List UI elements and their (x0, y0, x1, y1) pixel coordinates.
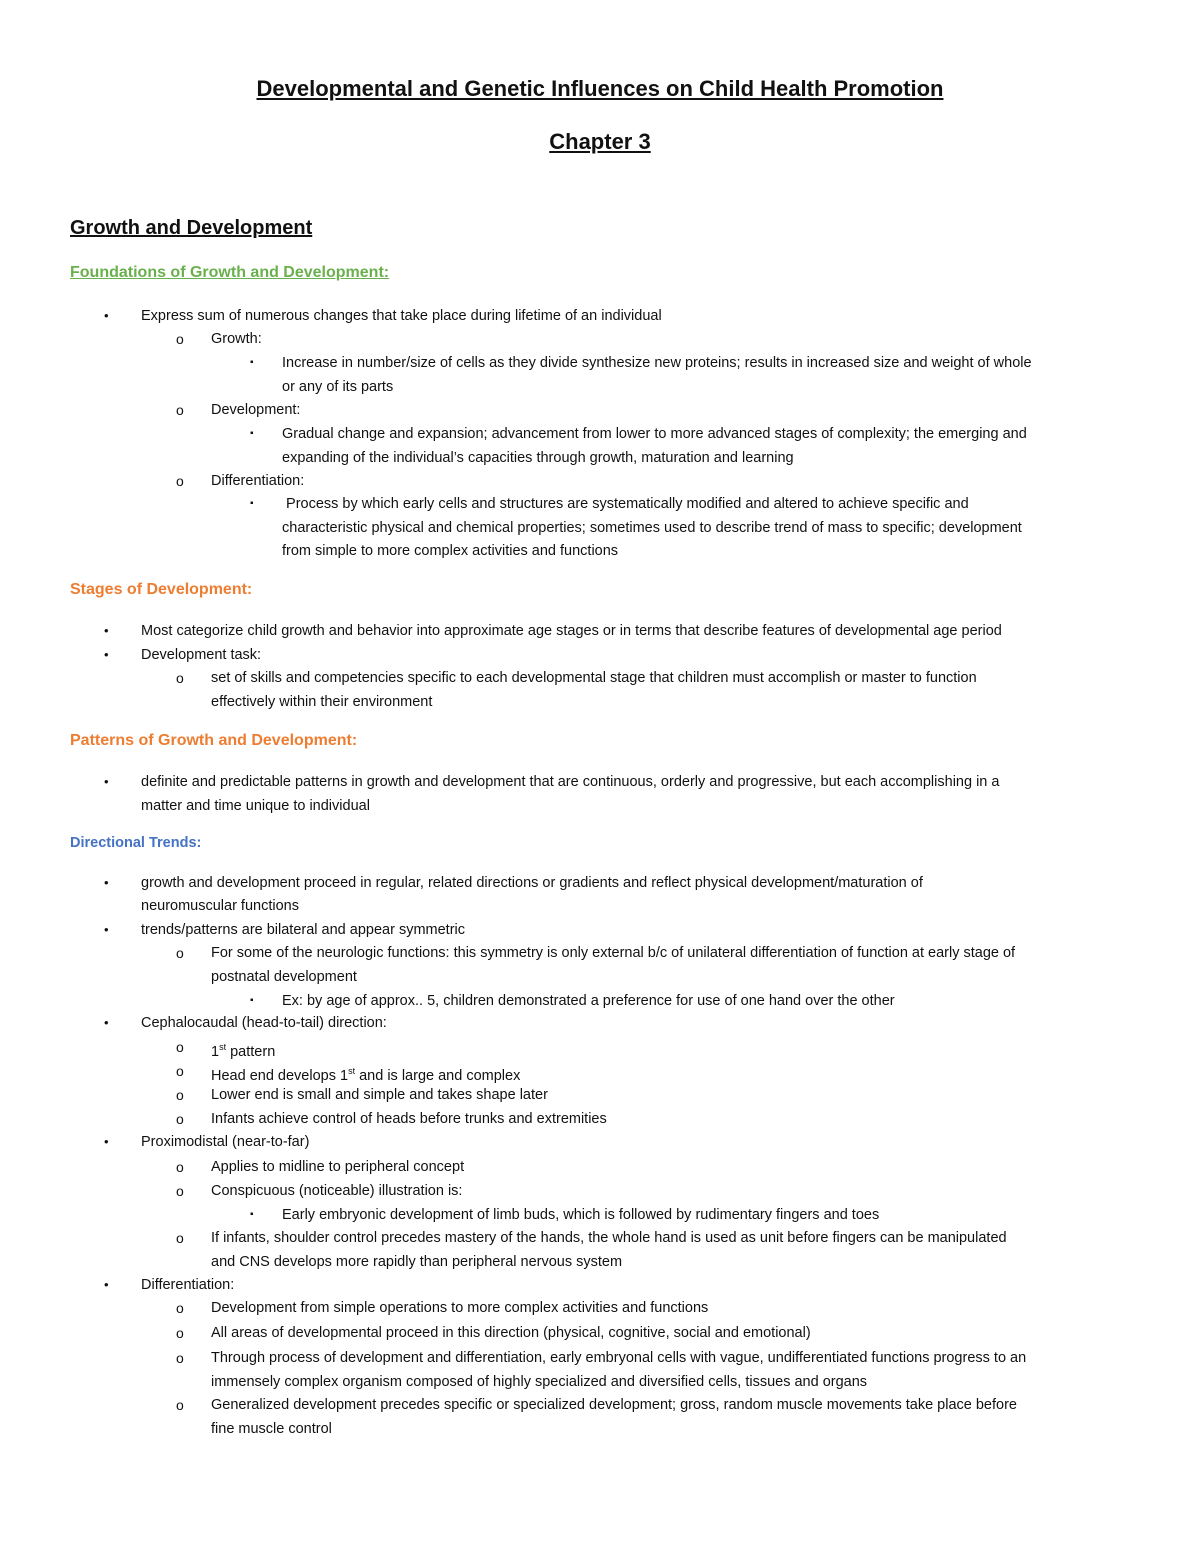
bullet-icon: • (104, 308, 109, 323)
document-title: Developmental and Genetic Influences on Child Health Promotion (256, 76, 944, 101)
list-item: Most categorize child growth and behavior into approximate age stages or in terms that describe features of developmental age period (141, 623, 1002, 639)
list-item-continuation: neuromuscular functions (141, 898, 299, 914)
circle-bullet-icon: o (176, 670, 184, 686)
circle-bullet-icon: o (176, 1350, 184, 1366)
bullet-icon: • (104, 1134, 109, 1149)
circle-bullet-icon: o (176, 473, 184, 489)
section-heading: Growth and Development (70, 217, 313, 239)
square-bullet-icon: ▪ (250, 1209, 254, 1220)
list-item-continuation: effectively within their environment (211, 694, 433, 710)
list-item: Development task: (141, 647, 262, 663)
list-item: Cephalocaudal (head-to-tail) direction: (141, 1015, 387, 1031)
list-item: trends/patterns are bilateral and appear symmetric (141, 922, 465, 938)
list-item: All areas of developmental proceed in this direction (physical, cognitive, social and emotional) (211, 1325, 811, 1341)
list-item-continuation: and CNS develops more rapidly than peripheral nervous system (211, 1254, 623, 1270)
list-item: Head end develops 1st and is large and complex (211, 1066, 521, 1084)
circle-bullet-icon: o (176, 331, 184, 347)
directional-trends-heading: Directional Trends: (70, 835, 202, 851)
list-item: growth and development proceed in regular, related directions or gradients and reflect physical development/maturation of (141, 875, 923, 891)
square-bullet-icon: ▪ (250, 428, 254, 439)
bullet-icon: • (104, 1277, 109, 1292)
bullet-icon: • (104, 922, 109, 937)
list-item-continuation: or any of its parts (282, 379, 394, 395)
list-item: set of skills and competencies specific to each developmental stage that children must accomplish or master to function (211, 670, 977, 686)
circle-bullet-icon: o (176, 1397, 184, 1413)
list-item: Lower end is small and simple and takes shape later (211, 1087, 548, 1103)
stages-heading: Stages of Development: (70, 581, 253, 598)
bullet-icon: • (104, 647, 109, 662)
list-item-continuation: matter and time unique to individual (141, 798, 370, 814)
list-item: Differentiation: (141, 1277, 235, 1293)
list-item: Process by which early cells and structures are systematically modified and altered to achieve specific and (282, 496, 969, 512)
bullet-icon: • (104, 774, 109, 789)
list-item-continuation: characteristic physical and chemical properties; sometimes used to describe trend of mass to specific; development (282, 520, 1022, 536)
list-item: Ex: by age of approx.. 5, children demonstrated a preference for use of one hand over the other (282, 993, 895, 1009)
bullet-icon: • (104, 875, 109, 890)
list-item: Infants achieve control of heads before trunks and extremities (211, 1111, 607, 1127)
circle-bullet-icon: o (176, 1111, 184, 1127)
circle-bullet-icon: o (176, 1300, 184, 1316)
circle-bullet-icon: o (176, 1325, 184, 1341)
list-item: Generalized development precedes specific or specialized development; gross, random muscle movements take place before (211, 1397, 1017, 1413)
list-item: Conspicuous (noticeable) illustration is: (211, 1183, 463, 1199)
list-item: Gradual change and expansion; advancement from lower to more advanced stages of complexity; the emerging and (282, 426, 1027, 442)
list-item-continuation: fine muscle control (211, 1421, 332, 1437)
circle-bullet-icon: o (176, 402, 184, 418)
list-item: For some of the neurologic functions: this symmetry is only external b/c of unilateral differentiation of function at early stage of (211, 945, 1016, 961)
square-bullet-icon: ▪ (250, 498, 254, 509)
patterns-heading: Patterns of Growth and Development: (70, 732, 358, 749)
chapter-title: Chapter 3 (549, 129, 651, 154)
list-item: If infants, shoulder control precedes mastery of the hands, the whole hand is used as unit before fingers can be manipulated (211, 1230, 1007, 1246)
list-item: Early embryonic development of limb buds, which is followed by rudimentary fingers and toes (282, 1207, 880, 1223)
circle-bullet-icon: o (176, 1063, 184, 1079)
square-bullet-icon: ▪ (250, 357, 254, 368)
list-item: Increase in number/size of cells as they divide synthesize new proteins; results in increased size and weight of whole (282, 355, 1032, 371)
circle-bullet-icon: o (176, 1183, 184, 1199)
list-item: Development: (211, 402, 301, 418)
list-item: Express sum of numerous changes that take place during lifetime of an individual (141, 308, 662, 324)
list-item-continuation: expanding of the individual’s capacities through growth, maturation and learning (282, 450, 794, 466)
list-item-continuation: postnatal development (211, 969, 357, 985)
list-item: definite and predictable patterns in growth and development that are continuous, orderly and progressive, but each accomplishing in a (141, 774, 1000, 790)
circle-bullet-icon: o (176, 1087, 184, 1103)
circle-bullet-icon: o (176, 1230, 184, 1246)
circle-bullet-icon: o (176, 1039, 184, 1055)
bullet-icon: • (104, 1015, 109, 1030)
bullet-icon: • (104, 623, 109, 638)
square-bullet-icon: ▪ (250, 995, 254, 1006)
list-item: Through process of development and differentiation, early embryonal cells with vague, undifferentiated functions progress to an (211, 1350, 1027, 1366)
list-item: Development from simple operations to more complex activities and functions (211, 1300, 709, 1316)
foundations-heading: Foundations of Growth and Development: (70, 264, 390, 281)
list-item-continuation: immensely complex organism composed of highly specialized and diversified cells, tissues and organs (211, 1374, 868, 1390)
circle-bullet-icon: o (176, 945, 184, 961)
list-item: Differentiation: (211, 473, 305, 489)
list-item: Growth: (211, 331, 262, 347)
list-item: Proximodistal (near-to-far) (141, 1134, 310, 1150)
circle-bullet-icon: o (176, 1159, 184, 1175)
list-item: 1st pattern (211, 1042, 276, 1060)
list-item-continuation: from simple to more complex activities and functions (282, 543, 619, 559)
list-item: Applies to midline to peripheral concept (211, 1159, 465, 1175)
